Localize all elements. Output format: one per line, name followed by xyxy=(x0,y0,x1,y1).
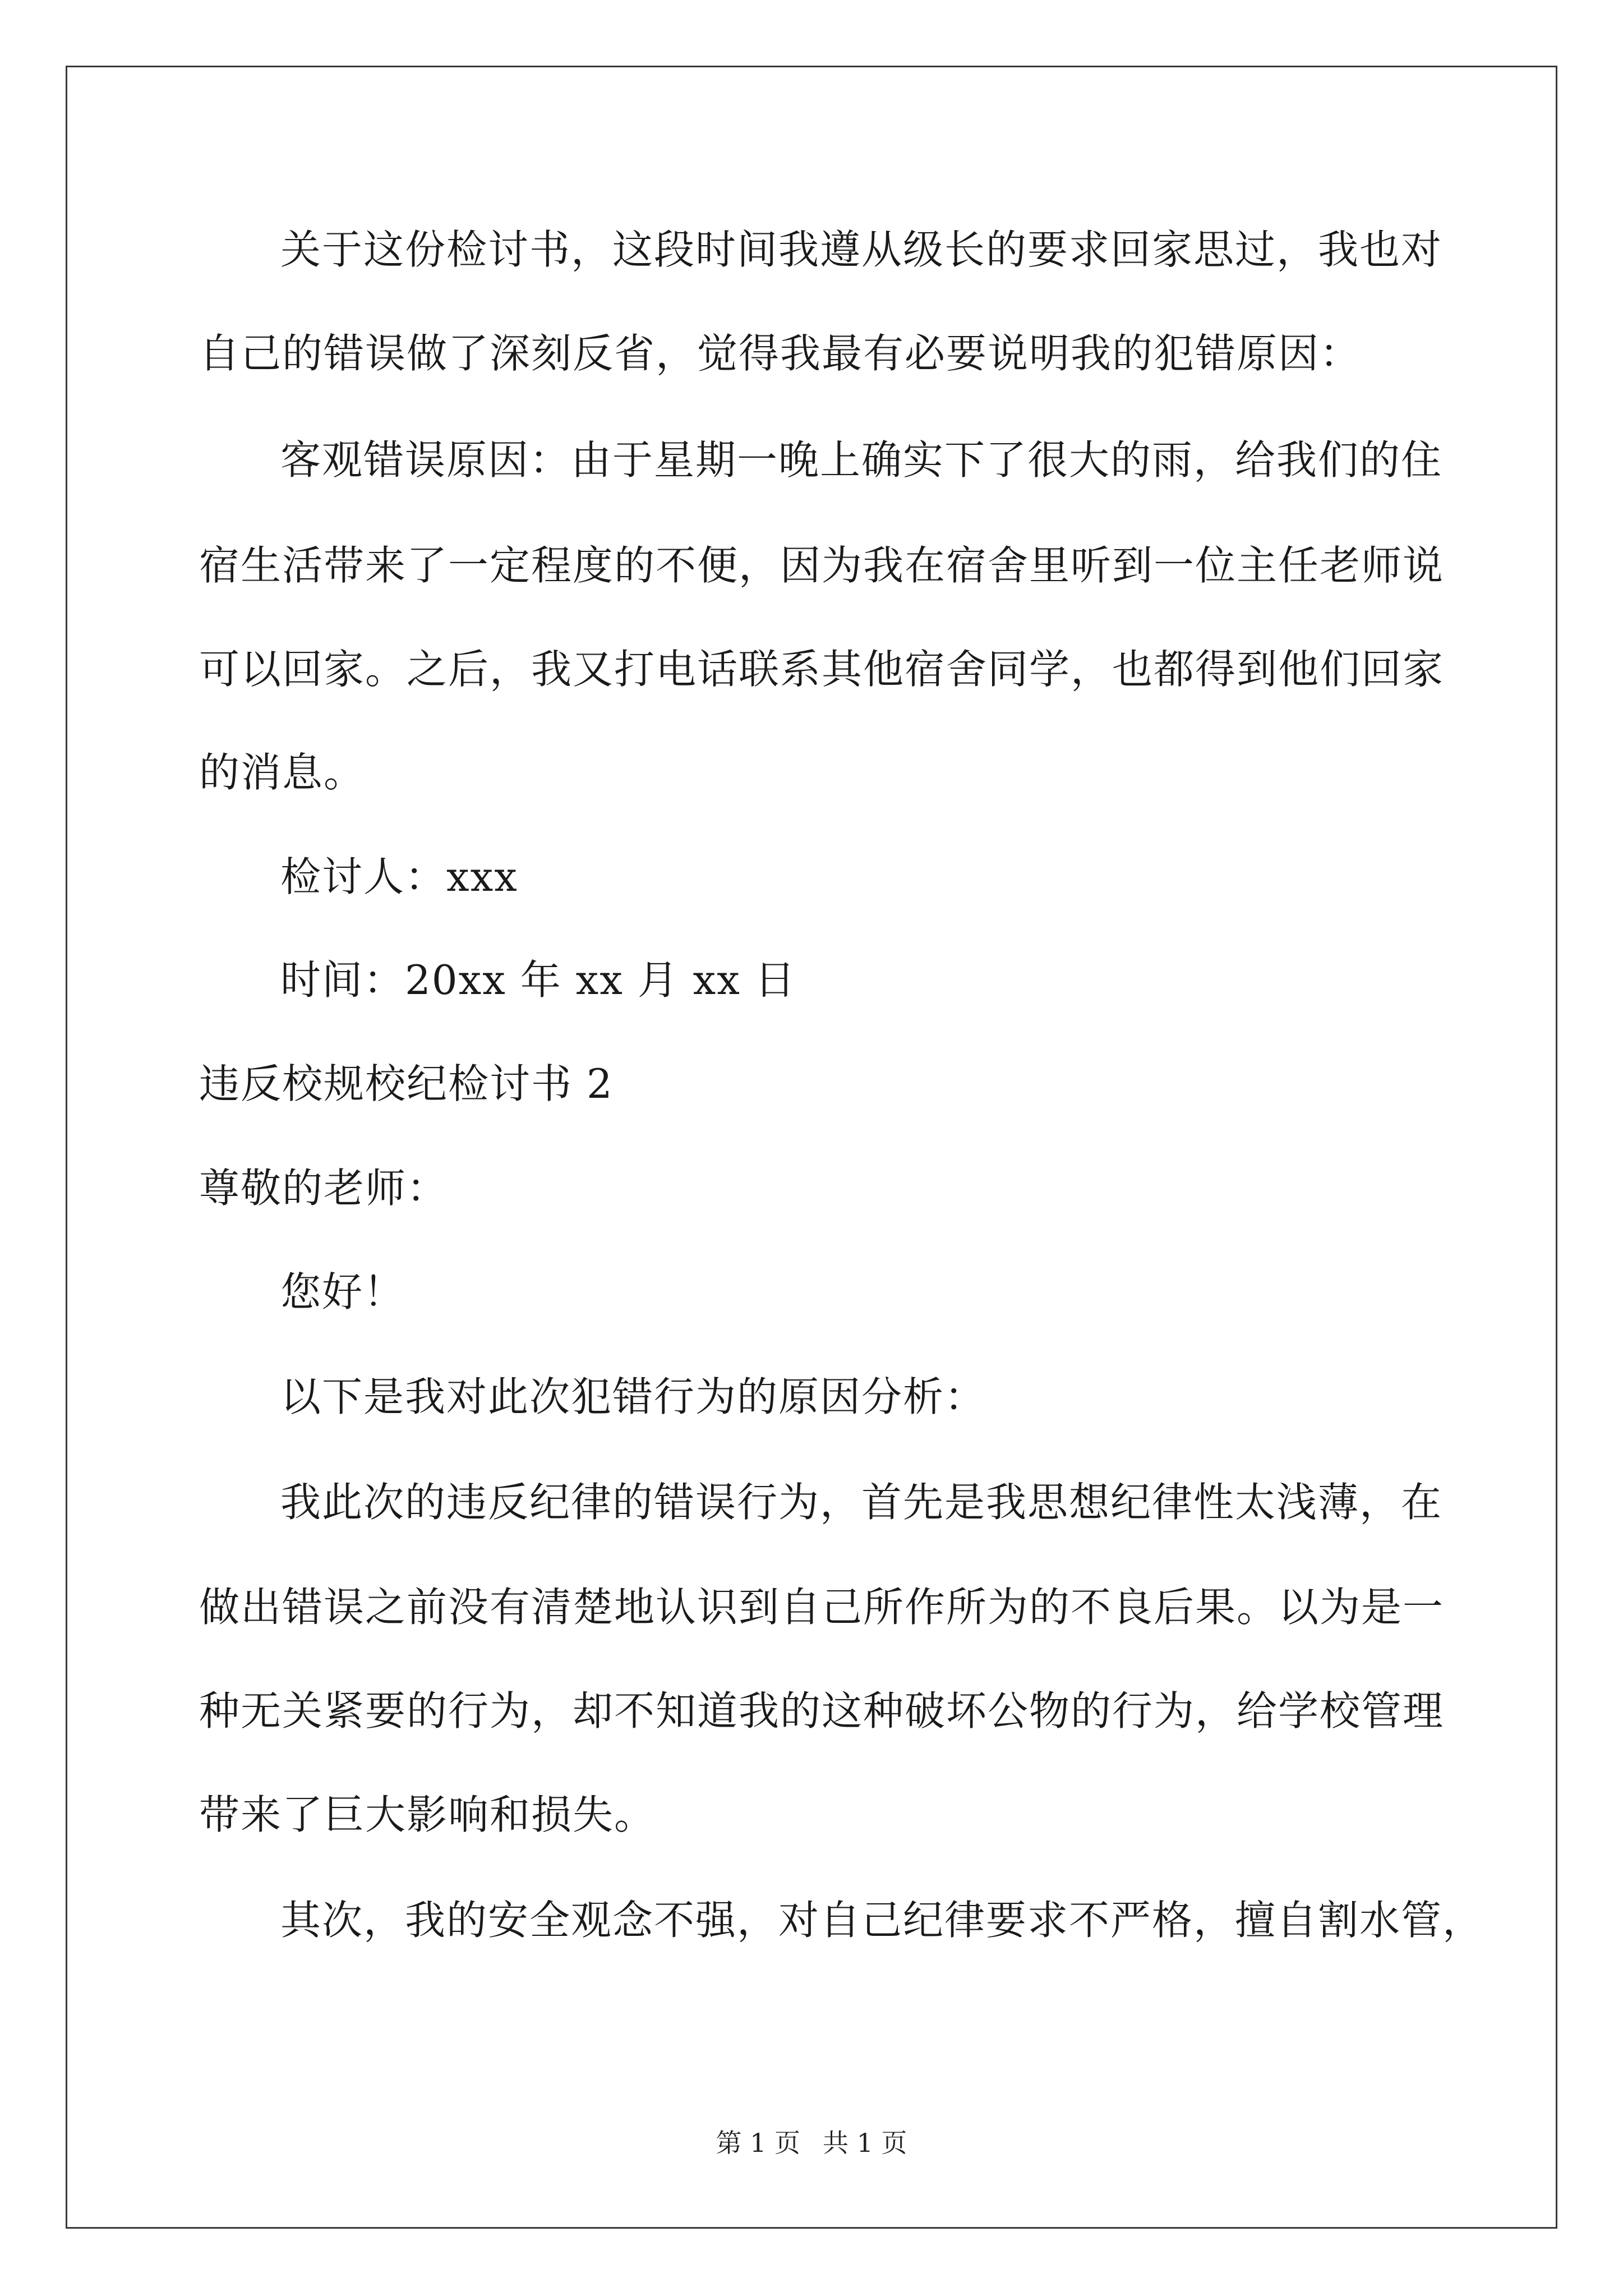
page-number: 第 1 页 xyxy=(716,2128,800,2158)
salutation: 尊敬的老师： xyxy=(199,1165,449,1212)
signatory-line: 检讨人：xxx xyxy=(280,853,518,900)
paragraph-line: 种无关紧要的行为，却不知道我的这种破坏公物的行为，给学校管理 xyxy=(199,1687,1445,1734)
paragraph-line: 关于这份检讨书，这段时间我遵从级长的要求回家思过，我也对 xyxy=(280,226,1443,273)
greeting: 您好！ xyxy=(280,1268,405,1315)
paragraph-line: 的消息。 xyxy=(199,749,366,796)
paragraph-line: 做出错误之前没有清楚地认识到自己所作所为的不良后果。以为是一 xyxy=(199,1584,1445,1631)
section-title: 违反校规校纪检讨书 2 xyxy=(199,1060,614,1107)
paragraph-line: 其次，我的安全观念不强，对自己纪律要求不严格，擅自割水管， xyxy=(280,1897,1484,1944)
paragraph-line: 客观错误原因：由于星期一晚上确实下了很大的雨，给我们的住 xyxy=(280,436,1443,484)
date-line: 时间：20xx 年 xx 月 xx 日 xyxy=(280,956,796,1004)
paragraph-line: 可以回家。之后，我又打电话联系其他宿舍同学，也都得到他们回家 xyxy=(199,646,1445,693)
paragraph-line: 以下是我对此次犯错行为的原因分析： xyxy=(280,1373,986,1420)
paragraph-line: 带来了巨大影响和损失。 xyxy=(199,1791,656,1838)
paragraph-line: 宿生活带来了一定程度的不便，因为我在宿舍里听到一位主任老师说 xyxy=(199,542,1445,589)
page-footer xyxy=(0,2126,1623,2160)
paragraph-line: 自己的错误做了深刻反省，觉得我最有必要说明我的犯错原因： xyxy=(199,330,1362,377)
page-total: 共 1 页 xyxy=(823,2128,907,2158)
paragraph-line: 我此次的违反纪律的错误行为，首先是我思想纪律性太浅薄，在 xyxy=(280,1479,1443,1526)
